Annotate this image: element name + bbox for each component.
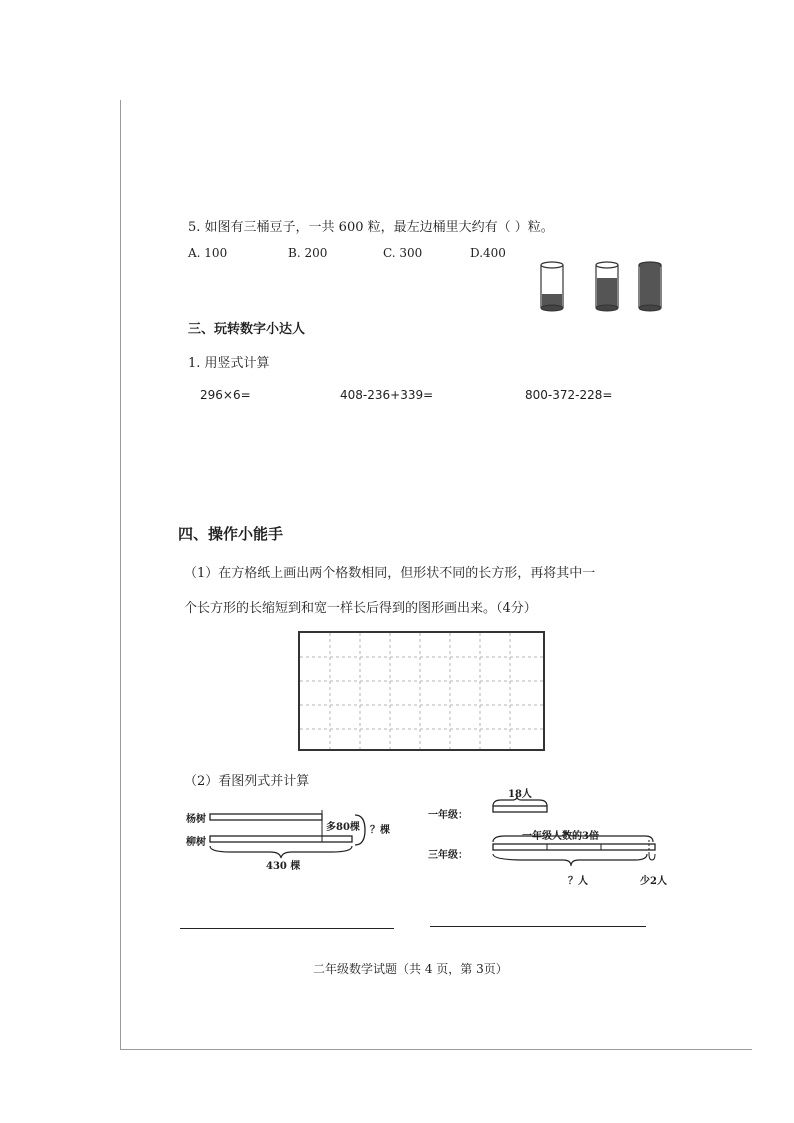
section4-title: 四、操作小能手	[178, 525, 284, 543]
q2-title: （2）看图列式并计算	[184, 774, 310, 789]
label-grade1-count: 18人	[508, 789, 532, 800]
answer-line-left	[180, 928, 394, 929]
bucket-illustration	[540, 260, 670, 318]
expr-2: 408-236+339=	[340, 388, 434, 402]
page-border-bottom	[120, 1049, 752, 1050]
label-less: 少2人	[640, 876, 667, 887]
label-times: 一年级人数的3倍	[522, 831, 599, 842]
question5-text: 5. 如图有三桶豆子，一共 600 粒，最左边桶里大约有（ ）粒。	[188, 220, 554, 235]
grid-lines	[300, 633, 543, 749]
bar-diagram-right	[485, 794, 665, 874]
bucket-icon	[596, 262, 618, 311]
q1-line1: （1）在方格纸上画出两个格数相同，但形状不同的长方形，再将其中一	[184, 566, 596, 581]
label-grade1: 一年级：	[428, 810, 468, 821]
label-unknown: ？人	[568, 876, 588, 887]
page-border-left	[120, 100, 121, 1050]
section3-sub: 1. 用竖式计算	[188, 356, 270, 371]
answer-line-right	[430, 926, 646, 927]
page-footer: 二年级数学试题（共 4 页，第 3页）	[313, 962, 508, 976]
grid-paper	[298, 631, 545, 751]
label-poplar: 杨树	[186, 814, 206, 825]
option-d: D.400	[470, 246, 506, 260]
label-question: ？棵	[370, 825, 390, 836]
bucket-icon	[639, 262, 661, 311]
label-more: 多80棵	[326, 822, 360, 833]
option-a: A. 100	[188, 246, 228, 260]
q1-line2: 个长方形的长缩短到和宽一样长后得到的图形画出来。（4分）	[184, 601, 537, 616]
option-c: C. 300	[383, 246, 423, 260]
label-grade3: 三年级：	[428, 850, 468, 861]
bucket-icon	[541, 262, 563, 311]
expr-3: 800-372-228=	[525, 388, 613, 402]
section3-title: 三、玩转数字小达人	[188, 322, 306, 337]
label-willow: 柳树	[186, 837, 206, 848]
label-total: 430 棵	[266, 861, 301, 872]
option-b: B. 200	[288, 246, 328, 260]
expr-1: 296×6=	[200, 388, 251, 402]
